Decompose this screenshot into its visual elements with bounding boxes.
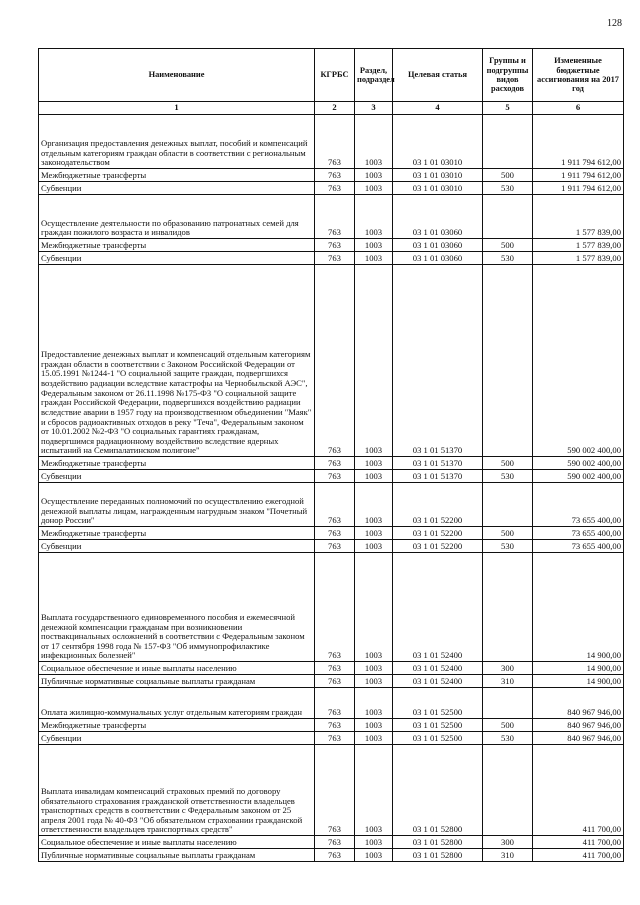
header-name: Наименование [39,49,315,102]
row-amount: 1 911 794 612,00 [533,182,624,195]
table-row [39,470,624,483]
row-section: 1003 [355,457,393,470]
row-kgrbs: 763 [315,169,355,182]
table-row [39,553,624,662]
row-kgrbs: 763 [315,553,355,662]
column-number: 5 [483,102,533,115]
row-section: 1003 [355,265,393,457]
table-row [39,115,624,169]
table-row [39,195,624,239]
row-name: Публичные нормативные социальные выплаты гражданам [39,675,315,688]
row-kgrbs: 763 [315,662,355,675]
row-section: 1003 [355,688,393,719]
row-amount: 840 967 946,00 [533,688,624,719]
row-name: Субвенции [39,252,315,265]
row-name: Субвенции [39,182,315,195]
row-group: 530 [483,252,533,265]
column-number: 3 [355,102,393,115]
row-amount: 73 655 400,00 [533,483,624,527]
table-row [39,662,624,675]
row-kgrbs: 763 [315,688,355,719]
header-target: Целевая статья [393,49,483,102]
row-kgrbs: 763 [315,483,355,527]
header-groups: Группы и подгруппы видов расходов [483,49,533,102]
row-amount: 1 911 794 612,00 [533,115,624,169]
row-section: 1003 [355,169,393,182]
row-name: Оплата жилищно-коммунальных услуг отдельным категориям граждан [39,688,315,719]
table-row [39,182,624,195]
header-kgrbs: КГРБС [315,49,355,102]
row-group [483,688,533,719]
row-group: 530 [483,540,533,553]
row-kgrbs: 763 [315,527,355,540]
row-target: 03 1 01 52200 [393,527,483,540]
row-target: 03 1 01 03010 [393,115,483,169]
row-target: 03 1 01 03010 [393,169,483,182]
row-target: 03 1 01 52800 [393,849,483,862]
row-name: Субвенции [39,470,315,483]
row-section: 1003 [355,849,393,862]
row-name: Межбюджетные трансферты [39,457,315,470]
table-header-row [39,49,624,102]
table-row [39,527,624,540]
row-kgrbs: 763 [315,540,355,553]
row-target: 03 1 01 52200 [393,483,483,527]
row-name: Социальное обеспечение и иные выплаты населению [39,836,315,849]
row-name: Публичные нормативные социальные выплаты гражданам [39,849,315,862]
row-amount: 590 002 400,00 [533,457,624,470]
row-target: 03 1 01 52400 [393,553,483,662]
row-kgrbs: 763 [315,732,355,745]
row-group: 500 [483,527,533,540]
column-number: 2 [315,102,355,115]
row-target: 03 1 01 51370 [393,457,483,470]
row-section: 1003 [355,662,393,675]
row-name: Межбюджетные трансферты [39,527,315,540]
row-section: 1003 [355,527,393,540]
row-name: Межбюджетные трансферты [39,169,315,182]
row-group: 500 [483,239,533,252]
row-section: 1003 [355,836,393,849]
row-name: Осуществление переданных полномочий по осуществлению ежегодной денежной выплаты лицам, награжденным нагрудным знаком "Почетный донор России" [39,483,315,527]
row-kgrbs: 763 [315,849,355,862]
row-target: 03 1 01 03010 [393,182,483,195]
table-row [39,239,624,252]
row-amount: 1 577 839,00 [533,239,624,252]
row-name: Межбюджетные трансферты [39,719,315,732]
column-number: 1 [39,102,315,115]
page-number: 128 [607,18,622,29]
row-kgrbs: 763 [315,836,355,849]
column-number: 4 [393,102,483,115]
row-amount: 590 002 400,00 [533,265,624,457]
row-amount: 1 911 794 612,00 [533,169,624,182]
row-section: 1003 [355,239,393,252]
row-group: 500 [483,169,533,182]
row-group [483,553,533,662]
row-kgrbs: 763 [315,457,355,470]
row-amount: 840 967 946,00 [533,719,624,732]
row-kgrbs: 763 [315,115,355,169]
row-section: 1003 [355,195,393,239]
table-row [39,265,624,457]
row-kgrbs: 763 [315,745,355,836]
row-amount: 411 700,00 [533,745,624,836]
row-kgrbs: 763 [315,239,355,252]
table-row [39,483,624,527]
row-name: Субвенции [39,732,315,745]
row-group: 530 [483,732,533,745]
row-target: 03 1 01 52400 [393,662,483,675]
row-amount: 1 577 839,00 [533,195,624,239]
row-amount: 411 700,00 [533,849,624,862]
row-amount: 73 655 400,00 [533,527,624,540]
row-name: Социальное обеспечение и иные выплаты населению [39,662,315,675]
row-section: 1003 [355,675,393,688]
row-target: 03 1 01 52200 [393,540,483,553]
row-target: 03 1 01 03060 [393,195,483,239]
row-group: 310 [483,849,533,862]
row-kgrbs: 763 [315,195,355,239]
row-kgrbs: 763 [315,252,355,265]
budget-table [38,48,624,862]
row-amount: 73 655 400,00 [533,540,624,553]
row-amount: 14 900,00 [533,553,624,662]
row-section: 1003 [355,182,393,195]
row-group: 300 [483,662,533,675]
row-amount: 14 900,00 [533,675,624,688]
row-target: 03 1 01 52500 [393,732,483,745]
row-name: Предоставление денежных выплат и компенсаций отдельным категориям граждан области в соответствии с Законом Российской Федерации от 15.05.1991 №1244-1 "О социальной защите граждан, подвергшихся воздействию радиации вследствие катастрофы на Чернобыльской АЭС", Федеральным законом от 26.11.1998 №175-ФЗ "О социальной защите граждан Российской Федерации, подвергшихся воздействию радиации вследствие аварии в 1957 году на производственном объединении "Маяк" и сбросов радиоактивных отходов в реку "Теча", Федеральным законом от 10.01.2002 №2-ФЗ "О социальных гарантиях гражданам, подвергшимся радиационному воздействию вследствие ядерных испытаний на Семипалатинском полигоне" [39,265,315,457]
row-section: 1003 [355,732,393,745]
row-target: 03 1 01 51370 [393,470,483,483]
row-section: 1003 [355,483,393,527]
row-group: 300 [483,836,533,849]
table-row [39,169,624,182]
row-kgrbs: 763 [315,719,355,732]
table-row [39,719,624,732]
row-section: 1003 [355,470,393,483]
table-row [39,836,624,849]
row-section: 1003 [355,115,393,169]
header-amount: Измененные бюджетные ассигнования на 2017 год [533,49,624,102]
table-row [39,849,624,862]
row-group [483,115,533,169]
row-target: 03 1 01 51370 [393,265,483,457]
row-target: 03 1 01 52500 [393,688,483,719]
row-group [483,195,533,239]
row-target: 03 1 01 52800 [393,836,483,849]
row-kgrbs: 763 [315,265,355,457]
row-target: 03 1 01 52800 [393,745,483,836]
row-name: Организация предоставления денежных выплат, пособий и компенсаций отдельным категориям граждан области в соответствии с региональным законодательством [39,115,315,169]
row-target: 03 1 01 52500 [393,719,483,732]
row-amount: 590 002 400,00 [533,470,624,483]
row-amount: 14 900,00 [533,662,624,675]
row-name: Субвенции [39,540,315,553]
row-group: 500 [483,719,533,732]
table-row [39,732,624,745]
row-amount: 1 577 839,00 [533,252,624,265]
row-target: 03 1 01 52400 [393,675,483,688]
row-section: 1003 [355,745,393,836]
row-group [483,265,533,457]
row-section: 1003 [355,540,393,553]
row-name: Выплата инвалидам компенсаций страховых премий по договору обязательного страхования гражданской ответственности владельцев транспортных средств в соответствии с Федеральным законом от 25 апреля 2001 года № 40-ФЗ "Об обязательном страховании гражданской ответственности владельцев транспортных средств" [39,745,315,836]
header-section: Раздел, подраздел [355,49,393,102]
row-amount: 411 700,00 [533,836,624,849]
row-kgrbs: 763 [315,675,355,688]
table-row [39,252,624,265]
table-row [39,745,624,836]
column-number: 6 [533,102,624,115]
row-group: 500 [483,457,533,470]
row-group: 530 [483,470,533,483]
column-number-row [39,102,624,115]
row-name: Выплата государственного единовременного пособия и ежемесячной денежной компенсации гражданам при возникновении поствакцинальных осложнений в соответствии с Федеральным законом от 17 сентября 1998 года № 157-ФЗ "Об иммунопрофилактике инфекционных болезней" [39,553,315,662]
row-group [483,483,533,527]
row-group: 310 [483,675,533,688]
row-name: Осуществление деятельности по образованию патронатных семей для граждан пожилого возраста и инвалидов [39,195,315,239]
table-row [39,540,624,553]
row-target: 03 1 01 03060 [393,252,483,265]
row-group [483,745,533,836]
table-row [39,457,624,470]
row-kgrbs: 763 [315,182,355,195]
table-row [39,688,624,719]
row-section: 1003 [355,553,393,662]
row-name: Межбюджетные трансферты [39,239,315,252]
table-row [39,675,624,688]
row-section: 1003 [355,719,393,732]
row-amount: 840 967 946,00 [533,732,624,745]
row-section: 1003 [355,252,393,265]
row-target: 03 1 01 03060 [393,239,483,252]
row-kgrbs: 763 [315,470,355,483]
row-group: 530 [483,182,533,195]
